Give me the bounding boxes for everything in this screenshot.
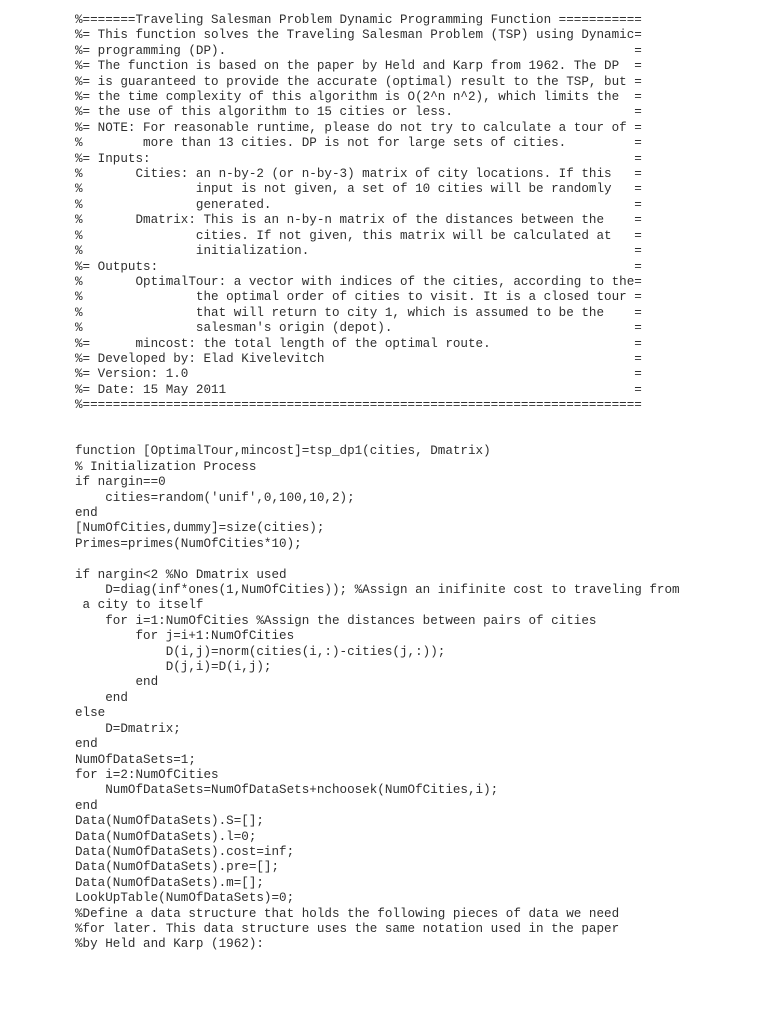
code-line: % cities. If not given, this matrix will be calculated at = — [75, 228, 642, 243]
code-line: %= Developed by: Elad Kivelevitch = — [75, 351, 642, 366]
code-line: D(j,i)=D(i,j); — [75, 660, 272, 675]
code-line: %= Date: 15 May 2011 = — [75, 382, 642, 397]
code-line: %========================================================================== — [75, 398, 642, 413]
function-initialization-block — [75, 444, 755, 552]
code-line: D=Dmatrix; — [75, 721, 181, 736]
code-line: NumOfDataSets=NumOfDataSets+nchoosek(NumOfCities,i); — [75, 783, 499, 798]
code-line: % generated. = — [75, 197, 642, 212]
code-line: % OptimalTour: a vector with indices of the cities, according to the= — [75, 274, 642, 289]
code-line: for i=2:NumOfCities — [75, 767, 219, 782]
code-line: % Cities: an n-by-2 (or n-by-3) matrix of city locations. If this = — [75, 167, 642, 182]
code-line: %Define a data structure that holds the following pieces of data we need — [75, 906, 620, 921]
code-line: Data(NumOfDataSets).S=[]; — [75, 814, 264, 829]
code-line: [NumOfCities,dummy]=size(cities); — [75, 521, 325, 536]
code-line: %= The function is based on the paper by Held and Karp from 1962. The DP = — [75, 59, 642, 74]
code-line: %= Outputs: = — [75, 259, 642, 274]
code-line: %= NOTE: For reasonable runtime, please do not try to calculate a tour of = — [75, 120, 642, 135]
code-line: end — [75, 737, 98, 752]
code-listing — [75, 13, 755, 953]
code-line: Primes=primes(NumOfCities*10); — [75, 536, 302, 551]
code-line: if nargin==0 — [75, 475, 166, 490]
code-line: %= the use of this algorithm to 15 cities or less. = — [75, 105, 642, 120]
code-line: % Dmatrix: This is an n-by-n matrix of the distances between the = — [75, 213, 642, 228]
code-line: end — [75, 506, 98, 520]
code-line: for j=i+1:NumOfCities — [75, 629, 295, 644]
code-line: end — [75, 798, 98, 813]
code-line: %=======Traveling Salesman Problem Dynamic Programming Function =========== — [75, 13, 642, 27]
header-comment-block — [75, 13, 755, 414]
code-line: %= is guaranteed to provide the accurate (optimal) result to the TSP, but = — [75, 74, 642, 89]
code-line: D(i,j)=norm(cities(i,:)-cities(j,:)); — [75, 644, 446, 659]
code-line: %= This function solves the Traveling Salesman Problem (TSP) using Dynamic= — [75, 28, 642, 43]
code-line: if nargin<2 %No Dmatrix used — [75, 567, 287, 582]
code-line: % input is not given, a set of 10 cities will be randomly = — [75, 182, 642, 197]
distance-matrix-block — [75, 568, 755, 953]
code-line: function [OptimalTour,mincost]=tsp_dp1(cities, Dmatrix) — [75, 444, 491, 459]
code-line: cities=random('unif',0,100,10,2); — [75, 490, 355, 505]
code-line: end — [75, 675, 159, 690]
blank-line — [75, 429, 755, 444]
code-line: LookUpTable(NumOfDataSets)=0; — [75, 891, 295, 906]
code-line: % salesman's origin (depot). = — [75, 321, 642, 336]
code-line: % more than 13 cities. DP is not for large sets of cities. = — [75, 136, 642, 151]
code-line: %= mincost: the total length of the optimal route. = — [75, 336, 642, 351]
blank-line — [75, 414, 755, 429]
code-line: %= the time complexity of this algorithm is O(2^n n^2), which limits the = — [75, 90, 642, 105]
code-line: Data(NumOfDataSets).pre=[]; — [75, 860, 280, 875]
code-line: %= Version: 1.0 = — [75, 367, 642, 382]
code-line: Data(NumOfDataSets).m=[]; — [75, 875, 264, 890]
blank-line — [75, 552, 755, 567]
code-line: % Initialization Process — [75, 459, 257, 474]
code-line: % initialization. = — [75, 244, 642, 259]
code-line: Data(NumOfDataSets).cost=inf; — [75, 844, 295, 859]
code-line: a city to itself — [75, 598, 204, 613]
code-line: %by Held and Karp (1962): — [75, 937, 264, 952]
code-line: %= programming (DP). = — [75, 43, 642, 58]
code-line: %= Inputs: = — [75, 151, 642, 166]
code-line: else — [75, 706, 106, 721]
code-line: D=diag(inf*ones(1,NumOfCities)); %Assign an inifinite cost to traveling from — [75, 583, 680, 598]
code-line: %for later. This data structure uses the same notation used in the paper — [75, 921, 620, 936]
code-line: % the optimal order of cities to visit. It is a closed tour = — [75, 290, 642, 305]
code-line: end — [75, 690, 128, 705]
code-line: Data(NumOfDataSets).l=0; — [75, 829, 257, 844]
code-line: % that will return to city 1, which is assumed to be the = — [75, 305, 642, 320]
code-line: NumOfDataSets=1; — [75, 752, 196, 767]
code-line: for i=1:NumOfCities %Assign the distances between pairs of cities — [75, 613, 597, 628]
